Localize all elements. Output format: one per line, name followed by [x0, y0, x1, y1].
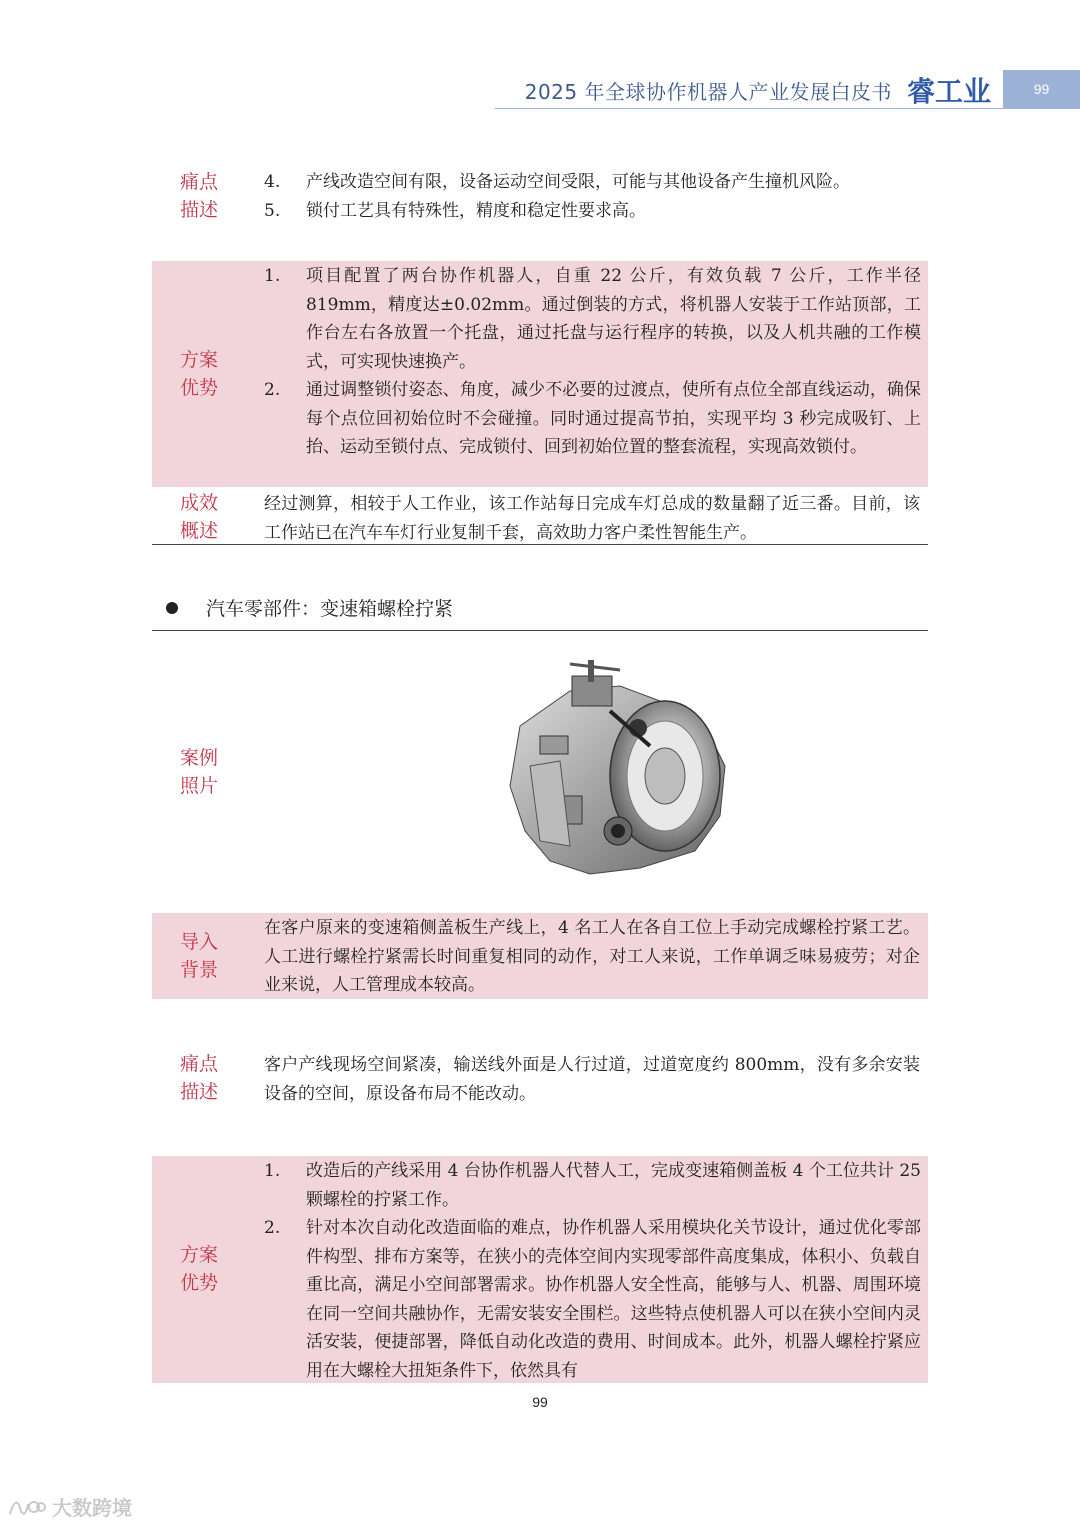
row-label: 方案 优势 [180, 1244, 219, 1294]
footer-page-number: 99 [532, 1394, 548, 1410]
section-title-divider [152, 630, 928, 631]
advantages-block-1: 方案 优势 1. 项目配置了两台协作机器人，自重 22 公斤，有效负载 7 公斤，工作半径 819mm，精度达±0.02mm。通过倒装的方式，将机器人安装于工作站顶部，工作台左右各放置一个托盘，通过托盘与运行程序的转换，以及人机共融的工作模式，可实现快速换产。 2. 通过调整锁付姿态、角度，减少不必要的过渡点，使所有点位全部直线运动，确保每个点位回初始位时不会碰撞。同时通过提高节拍，实现平均 3 秒完成吸钉、上抬、运动至锁付点、完成锁付、回到初始位置的整套流程，实现高效锁付。 [152, 261, 928, 487]
gearbox-photo [500, 656, 732, 882]
header-title: 2025 年全球协作机器人产业发展白皮书 [524, 80, 892, 104]
watermark: 大数跨境 [8, 1492, 132, 1521]
background-text: 在客户原来的变速箱侧盖板生产线上，4 名工人在各自工位上手动完成螺栓拧紧工艺。人工进行螺栓拧紧需长时间重复相同的动作，对工人来说，工作单调乏味易疲劳；对企业来说，人工管理成本较高。 [264, 918, 920, 995]
advantages-block-2: 方案 优势 1. 改造后的产线采用 4 台协作机器人代替人工，完成变速箱侧盖板 4 个工位共计 25 颗螺栓的拧紧工作。 2. 针对本次自动化改造面临的难点，协作机器人采用模块化关节设计，通过优化零部件构型、排布方案等，在狭小的壳体空间内实现零部件高度集成，体积小、负载自重比高，满足小空间部署需求。协作机器人安全性高，能够与人、机器、周围环境在同一空间共融协作，无需安装安全围栏。这些特点使机器人可以在狭小空间内灵活安装，便捷部署，降低自动化改造的费用、时间成本。此外，机器人螺栓拧紧应用在大螺栓大扭矩条件下，依然具有 [152, 1156, 928, 1383]
pain-points-block-1: 痛点 描述 4. 产线改造空间有限，设备运动空间受限，可能与其他设备产生撞机风险。 5. 锁付工艺具有特殊性，精度和稳定性要求高。 [152, 168, 928, 232]
row-label: 方案 优势 [180, 349, 219, 399]
row-label: 案例 照片 [180, 747, 219, 797]
row-label: 痛点 描述 [180, 1053, 219, 1103]
section-title: 汽车零部件：变速箱螺栓拧紧 [206, 598, 454, 620]
bullet-icon [166, 602, 178, 614]
row-label: 痛点 描述 [180, 171, 219, 221]
results-block-1 [152, 489, 928, 545]
pain-points-text: 客户产线现场空间紧凑，输送线外面是人行过道，过道宽度约 800mm，没有多余安装设备的空间，原设备布局不能改动。 [264, 1055, 920, 1104]
section-divider [152, 544, 928, 545]
watermark-logo-icon [8, 1496, 46, 1518]
row-label: 成效 概述 [180, 492, 219, 542]
pain-points-block-2 [152, 1050, 928, 1110]
header-page-number: 99 [1003, 70, 1080, 108]
row-label: 导入 背景 [180, 931, 219, 981]
background-block [152, 913, 928, 999]
results-text: 经过测算，相较于人工作业，该工作站每日完成车灯总成的数量翻了近三番。目前，该工作站已在汽车车灯行业复制千套，高效助力客户柔性智能生产。 [264, 494, 920, 543]
header-brand-logo: 睿工业 [907, 75, 992, 108]
header-divider [495, 108, 1080, 109]
